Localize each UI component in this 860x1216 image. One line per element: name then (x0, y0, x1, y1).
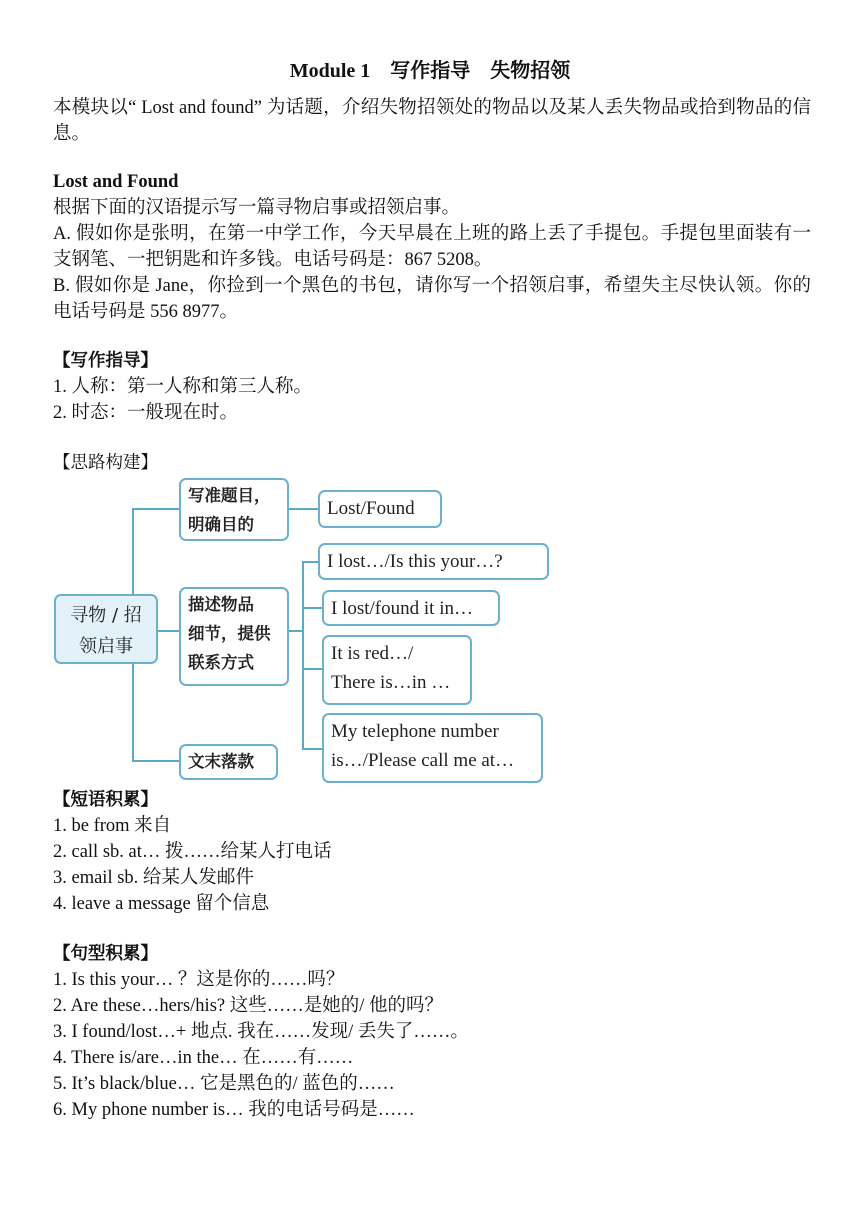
mindmap-leaf-line: I lost/found it in… (331, 598, 473, 619)
phrase-item: 3. email sb. 给某人发邮件 (53, 868, 254, 888)
mindmap-branch-details (179, 587, 289, 686)
guide-item: 1. 人称：第一人称和第三人称。 (53, 377, 313, 397)
sentence-item: 4. There is/are…in the… 在……有…… (53, 1048, 354, 1068)
mindmap-heading: 【思路构建】 (53, 453, 158, 473)
task-instruction: 根据下面的汉语提示写一篇寻物启事或招领启事。 (53, 198, 461, 218)
mindmap-leaf (318, 543, 549, 580)
phrases-heading: 【短语积累】 (53, 790, 158, 810)
mindmap-root (54, 594, 158, 664)
mindmap-leaf: Lost/Found (318, 490, 442, 528)
phrase-item: 4. leave a message 留个信息 (53, 894, 270, 914)
mindmap-leaf (322, 635, 472, 705)
task-option-a: A. 假如你是张明，在第一中学工作，今天早晨在上班的路上丢了手提包。手提包里面装有一支钢笔、一把钥匙和许多钱。电话号码是：867 5208。 (53, 224, 811, 270)
sentence-item: 5. It’s black/blue… 它是黑色的/ 蓝色的…… (53, 1074, 395, 1094)
phrase-item: 2. call sb. at… 拨……给某人打电话 (53, 842, 332, 862)
mindmap-connector (289, 508, 318, 510)
mindmap-branch-line: 写准题目， (188, 486, 271, 505)
mindmap-connector (302, 748, 322, 750)
mindmap-root-line: 寻物 / 招 (70, 605, 142, 626)
mindmap-leaf (322, 590, 500, 626)
mindmap-connector (158, 630, 179, 632)
sentence-item: 1. Is this your… ？这是你的……吗？ (53, 970, 345, 990)
guide-heading: 【写作指导】 (53, 351, 158, 371)
mindmap-leaf-line: It is red…/ (331, 643, 414, 664)
mindmap-leaf-line: I lost…/Is this your…? (327, 551, 503, 572)
mindmap-leaf-line: There is…in … (331, 672, 451, 693)
mindmap-leaf (322, 713, 543, 783)
mindmap-connector (302, 607, 322, 609)
mindmap-connector (289, 630, 303, 632)
mindmap-branch-title (179, 478, 289, 541)
sentences-heading: 【句型积累】 (53, 944, 158, 964)
mindmap-connector (132, 508, 134, 594)
guide-item: 2. 时态：一般现在时。 (53, 403, 239, 423)
mindmap-branch-line: 描述物品 (188, 595, 254, 614)
mindmap-connector (302, 561, 304, 749)
mindmap-leaf-line: My telephone number (331, 721, 499, 742)
mindmap-branch-line: 联系方式 (188, 653, 254, 672)
sentence-item: 2. Are these…hers/his? 这些……是她的/ 他的吗？ (53, 996, 444, 1016)
phrase-item: 1. be from 来自 (53, 816, 172, 836)
task-option-b: B. 假如你是 Jane，你捡到一个黑色的书包，请你写一个招领启事，希望失主尽快认领。你的电话号码是 556 8977。 (53, 276, 811, 322)
mindmap-branch-line: 细节，提供 (188, 624, 271, 643)
mindmap-connector (302, 668, 322, 670)
page-title: Module 1 写作指导 失物招领 (289, 60, 571, 82)
sentence-item: 6. My phone number is… 我的电话号码是…… (53, 1100, 415, 1120)
intro-paragraph: 本模块以“ Lost and found” 为话题，介绍失物招领处的物品以及某人丢失物品或拾到物品的信息。 (53, 98, 811, 144)
mindmap-connector (132, 508, 179, 510)
mindmap-connector (302, 561, 319, 563)
mindmap-branch-line: 明确目的 (188, 515, 254, 534)
mindmap-root-line: 领启事 (79, 636, 133, 657)
mindmap-leaf-line: is…/Please call me at… (331, 750, 515, 771)
task-heading: Lost and Found (53, 172, 179, 192)
mindmap-connector (132, 664, 134, 761)
mindmap-branch-signature: 文末落款 (179, 744, 278, 780)
mindmap-connector (132, 760, 179, 762)
sentence-item: 3. I found/lost…+ 地点. 我在……发现/ 丢失了……。 (53, 1022, 469, 1042)
